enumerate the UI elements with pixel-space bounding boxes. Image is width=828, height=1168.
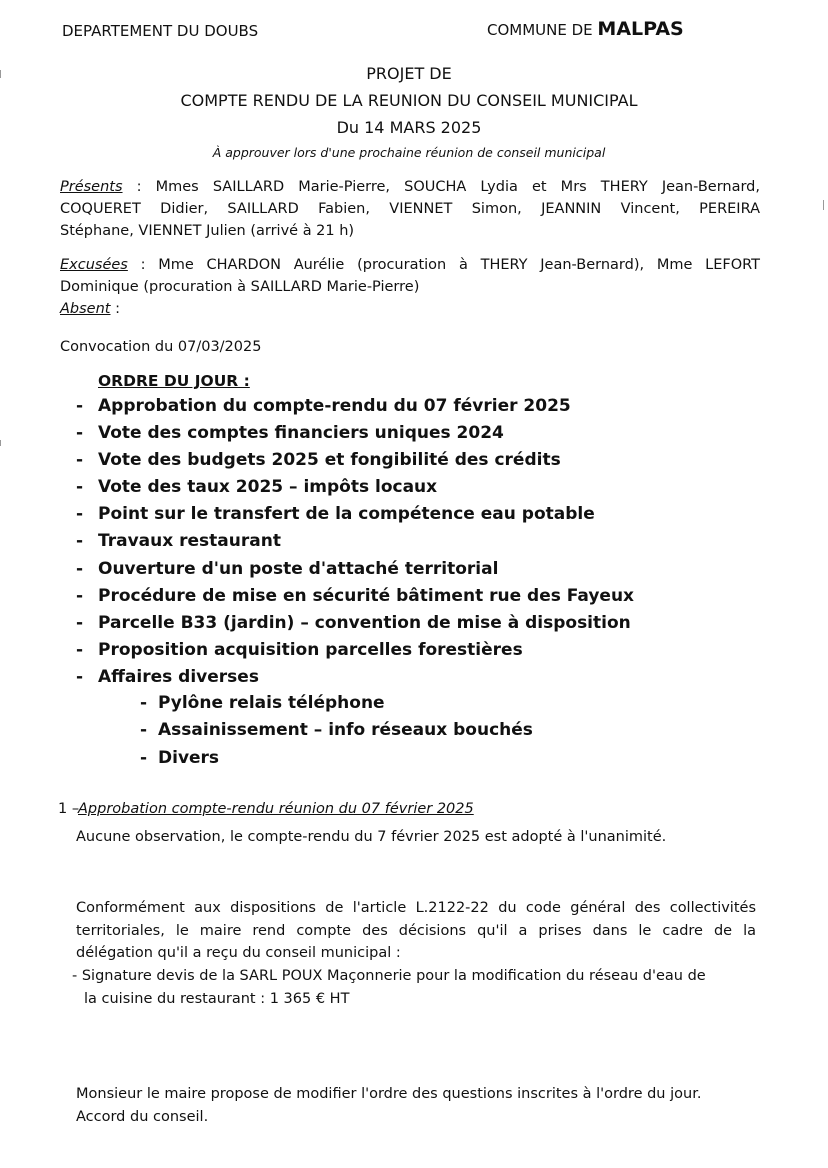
agenda-item: - Proposition acquisition parcelles forestières	[76, 639, 523, 660]
order-change-paragraph	[76, 1083, 756, 1128]
scan-edge-mark	[823, 200, 824, 210]
subtitle: À approuver lors d'une prochaine réunion de conseil municipal	[212, 145, 606, 160]
commune-label	[487, 18, 684, 40]
presents-block	[60, 176, 760, 242]
agenda-list	[76, 393, 634, 691]
delegation-paragraph	[76, 897, 756, 965]
section-title: Approbation compte-rendu réunion du 07 février 2025	[78, 801, 474, 817]
presents-label: Présents	[60, 179, 123, 195]
delegation-bullet-line: - Signature devis de la SARL POUX Maçonnerie pour la modification du réseau d'eau de	[72, 968, 706, 984]
section-number: 1 –	[58, 801, 80, 817]
agenda-subitem: - Divers	[140, 747, 220, 768]
agenda-item: - Vote des taux 2025 – impôts locaux	[76, 477, 438, 498]
agenda-item: - Ouverture d'un poste d'attaché territorial	[76, 558, 499, 579]
agenda-sublist	[140, 690, 533, 772]
delegation-line: territoriales, le maire rend compte des décisions qu'il a prises dans le cadre de la	[76, 922, 756, 939]
absent-line: Absent :	[60, 301, 120, 317]
title-line-1: PROJET DE	[366, 64, 452, 83]
excusees-block	[60, 254, 760, 320]
commune-prefix: COMMUNE DE	[487, 21, 593, 39]
scan-edge-mark	[0, 70, 1, 78]
title-line-3: Du 14 MARS 2025	[336, 118, 482, 137]
agenda-item: - Procédure de mise en sécurité bâtiment rue des Fayeux	[76, 585, 635, 606]
agenda-item: - Vote des budgets 2025 et fongibilité des crédits	[76, 450, 561, 471]
department-label: DEPARTEMENT DU DOUBS	[62, 22, 259, 40]
agenda-title: ORDRE DU JOUR :	[98, 372, 250, 390]
title-line-2: COMPTE RENDU DE LA REUNION DU CONSEIL MUNICIPAL	[180, 91, 638, 110]
agenda-item: - Affaires diverses	[76, 666, 259, 687]
excusees-line: Dominique (procuration à SAILLARD Marie-Pierre)	[60, 279, 420, 295]
convocation: Convocation du 07/03/2025	[60, 339, 262, 355]
agenda-item: - Approbation du compte-rendu du 07 février 2025	[76, 396, 571, 416]
excusees-label: Excusées	[60, 257, 128, 273]
order-change-line: Accord du conseil.	[76, 1108, 209, 1125]
order-change-line: Monsieur le maire propose de modifier l'ordre des questions inscrites à l'ordre du jour.	[76, 1086, 702, 1102]
presents-line: Stéphane, VIENNET Julien (arrivé à 21 h)	[60, 223, 355, 239]
agenda-subitem: - Pylône relais téléphone	[140, 693, 385, 713]
agenda-item: - Vote des comptes financiers uniques 2024	[76, 423, 504, 444]
delegation-line: Conformément aux dispositions de l'article L.2122-22 du code général des collectivités	[76, 900, 756, 916]
agenda-item: - Parcelle B33 (jardin) – convention de mise à disposition	[76, 612, 631, 633]
absent-label: Absent	[60, 301, 111, 317]
excusees-line: Excusées : Mme CHARDON Aurélie (procuration à THERY Jean-Bernard), Mme LEFORT	[60, 257, 760, 273]
commune-name: MALPAS	[597, 18, 684, 40]
scan-edge-mark	[0, 440, 1, 446]
presents-line: Présents : Mmes SAILLARD Marie-Pierre, SOUCHA Lydia et Mrs THERY Jean-Bernard,	[60, 179, 760, 195]
delegation-line: délégation qu'il a reçu du conseil municipal :	[76, 945, 401, 961]
agenda-item: - Travaux restaurant	[76, 531, 281, 552]
delegation-bullet	[72, 965, 752, 1010]
agenda-item: - Point sur le transfert de la compétence eau potable	[76, 504, 595, 525]
presents-line: COQUERET Didier, SAILLARD Fabien, VIENNET Simon, JEANNIN Vincent, PEREIRA	[60, 201, 760, 217]
section-text: Aucune observation, le compte-rendu du 7 février 2025 est adopté à l'unanimité.	[76, 829, 667, 845]
delegation-bullet-line: la cuisine du restaurant : 1 365 € HT	[84, 990, 350, 1007]
agenda-subitem: - Assainissement – info réseaux bouchés	[140, 720, 533, 741]
